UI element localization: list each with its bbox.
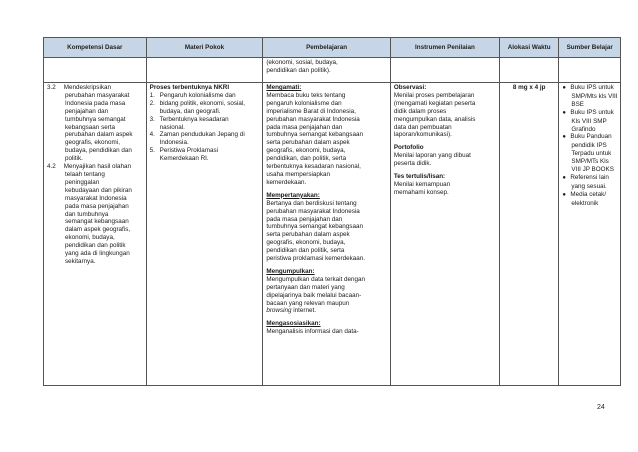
cell-alokasi-waktu (499, 83, 558, 386)
text-line: telaah tentang (65, 170, 105, 178)
text-line: SMP/MTs Kls (571, 158, 609, 166)
text-line: Menganalisis informasi dan data- (266, 328, 359, 336)
text-line: tumbuhnya semangat kebangsaan (266, 131, 363, 139)
text-line: Membaca buku teks tentang (266, 91, 346, 99)
text-line: dan tumbuhnya (65, 210, 109, 218)
text-line: pada masa penjajahan dan (266, 123, 343, 131)
text-line: perubahan masyarakat Indonesia (266, 115, 360, 123)
text-line: Menilai laporan yang dibuat (393, 152, 471, 160)
text-line: budaya, pendidikan dan (65, 147, 132, 155)
bullet-icon: ● (562, 191, 566, 198)
cell-instrumen-penilaian (390, 83, 499, 386)
text-line: yang sesuai. (571, 182, 607, 190)
text-line: semangat kebangsaan (65, 218, 129, 226)
text-line: memahami konsep. (393, 188, 449, 196)
bullet-icon: ● (562, 109, 566, 116)
text-line: Indonesia pada masa (65, 99, 126, 107)
header-instrumen-penilaian: Instrumen Penilaian (390, 38, 499, 58)
text-line: dipelajarinya baik melalui bacaan- (266, 291, 362, 299)
mengamati-heading: Mengamati: (266, 84, 302, 91)
text-line: elektronik (571, 199, 599, 207)
text-line: pendidikan dan politik). (266, 66, 331, 74)
text-line: perubahan masyarakat Indonesia (266, 207, 360, 215)
text-line: laporan/komunikasi). (393, 131, 452, 139)
sumber-item-4: ● Referensi lain (562, 173, 609, 181)
text-line: peninggalan (65, 178, 100, 186)
syllabus-table (43, 37, 621, 386)
text-line: yang ada di lingkungan (65, 250, 130, 258)
text-line: mengumpulkan data, analisis (393, 115, 476, 123)
text-line: usaha mempersiapkan (266, 170, 331, 178)
kd-3-2-line: 3.2 Mendeskripsikan (47, 84, 111, 91)
text-line: peristiwa proklamasi kemerdekaan. (266, 255, 366, 263)
bullet-icon: ● (562, 85, 566, 91)
text-line: Indonesia. (159, 139, 189, 147)
text-line: data dan pembuatan (393, 123, 452, 131)
text-line: penjajahan dan (65, 107, 109, 115)
bullet-icon: ● (562, 174, 566, 181)
cell-materi-pokok (146, 83, 263, 386)
text-line: pertanyaan dan materi yang (266, 283, 345, 291)
text-line: kemerdekaan. (266, 178, 307, 186)
text-line: dalam aspek geografis, (65, 226, 131, 234)
sumber-item-1: ● Buku IPS untuk (562, 84, 614, 91)
text-line: Kemerdekaan RI. (159, 155, 209, 163)
sumber-item-3: ● Buku Panduan (562, 133, 612, 141)
alokasi-value: 8 mg x 4 jp (512, 84, 546, 91)
cell-empty (146, 58, 263, 83)
text-line: pendidikan dan politik (65, 242, 126, 250)
cell-empty (390, 58, 499, 83)
text-line: peserta didik. (393, 160, 432, 168)
text-line: geografis, ekonomi, (65, 139, 120, 147)
observasi-heading: Observasi: (393, 84, 427, 91)
materi-item-3: 3. Terbentuknya kesadaran (149, 115, 229, 123)
text-line: kebudayaan dan pikiran (65, 186, 132, 194)
sumber-item-5: ● Media cetak/ (562, 190, 607, 198)
text-line: ekonomi, budaya, (65, 234, 115, 242)
text-line: pendidikan dan politik, serta (266, 247, 345, 255)
text-line: Terpadu untuk (571, 150, 612, 158)
text-line: VIII JP BOOKS (571, 166, 614, 174)
text-line: bacaan yang relevan maupun (266, 299, 350, 307)
mengumpulkan-heading: Mengumpulkan: (266, 267, 315, 275)
text-line: budaya, dan geografi. (159, 107, 221, 115)
cell-pembelajaran-continued (263, 58, 391, 83)
header-sumber-belajar: Sumber Belajar (559, 38, 621, 58)
materi-item-4: 4. Zaman pendudukan Jepang di (149, 131, 245, 139)
text-line: pada masa penjajahan dan (266, 215, 343, 223)
cell-kompetensi-dasar (44, 83, 147, 386)
materi-item-5: 5. Peristiwa Proklamasi (149, 147, 219, 155)
mengasosiasikan-heading: Mengasosiasikan: (266, 320, 321, 328)
text-line: serta perubahan dalam aspek (266, 139, 350, 147)
tes-heading: Tes tertulis/lisan: (393, 173, 446, 181)
text-line: Mengumpulkan data terkait dengan (266, 275, 366, 283)
text-line: tumbuhnya semangat kebangsaan (266, 223, 363, 231)
text-line: Menilai kemampuan (393, 180, 451, 188)
mempertanyakan-heading: Mempertanyakan: (266, 191, 320, 199)
text-line: nasional. (159, 123, 185, 131)
text-line: pada masa penjajahan (65, 202, 129, 210)
table-header-row (44, 38, 621, 58)
text-line: didik dalam proses (393, 107, 447, 115)
header-kompetensi-dasar: Kompetensi Dasar (44, 38, 147, 58)
text-line: geografis, ekonomi, budaya, (266, 147, 346, 155)
header-alokasi-waktu: Alokasi Waktu (499, 38, 558, 58)
text-line: geografis, ekonomi, budaya, (266, 239, 346, 247)
materi-item-1: 1. Pengaruh kolonialisme dan (149, 91, 236, 99)
cell-pembelajaran (263, 83, 391, 386)
materi-item-2: 2. bidang politik, ekonomi, sosial, (149, 99, 246, 107)
portofolio-heading: Portofolio (393, 144, 424, 152)
text-line: sekitarnya. (65, 257, 96, 265)
text-line: politik. (65, 155, 83, 163)
text-line: (mengamati kegiatan peserta (393, 99, 476, 107)
header-materi-pokok: Materi Pokok (146, 38, 263, 58)
text-line: Grafindo (571, 125, 596, 133)
text-line: imperialisme Barat di Indonesia, (266, 107, 356, 115)
text-line: Bertanya dan berdiskusi tentang (266, 199, 357, 207)
text-line: Kls VIII SMP (571, 117, 607, 125)
materi-title: Proses terbentuknya NKRI (149, 84, 230, 91)
cell-empty (559, 58, 621, 83)
page-number: 24 (597, 404, 605, 411)
text-line: browsing internet. (266, 307, 317, 315)
text-line: Menilai proses pembelajaran (393, 91, 475, 99)
text-line: pendidik IPS (571, 142, 607, 150)
text-line: pendidikan, dan politik, serta (266, 155, 347, 163)
text-line: pengaruh kolonialisme dan (266, 99, 342, 107)
bullet-icon: ● (562, 134, 566, 141)
text-line: masyarakat Indonesia (65, 194, 127, 202)
text-line: terbentuknya kesadaran nasional, (266, 163, 361, 171)
cell-empty (44, 58, 147, 83)
text-line: serta perubahan dalam aspek (266, 231, 350, 239)
text-line: BSE (571, 100, 584, 108)
text-line: kebangsaan serta (65, 123, 116, 131)
header-pembelajaran: Pembelajaran (263, 38, 391, 58)
text-line: tumbuhnya semangat (65, 115, 126, 123)
text-line: perubahan masyarakat (65, 91, 130, 99)
cell-empty (499, 58, 558, 83)
cell-sumber-belajar (559, 83, 621, 386)
kd-4-2-line: 4.2 Menyajikan hasil olahan (47, 163, 131, 171)
table-row-continuation (44, 58, 621, 83)
table-row (44, 83, 621, 386)
text-line: SMP/Mts kls VIII (571, 92, 618, 100)
text-line: perubahan dalam aspek (65, 131, 133, 139)
text-line: (ekonomi, sosial, budaya, (266, 59, 338, 66)
sumber-item-2: ● Buku IPS untuk (562, 108, 614, 116)
